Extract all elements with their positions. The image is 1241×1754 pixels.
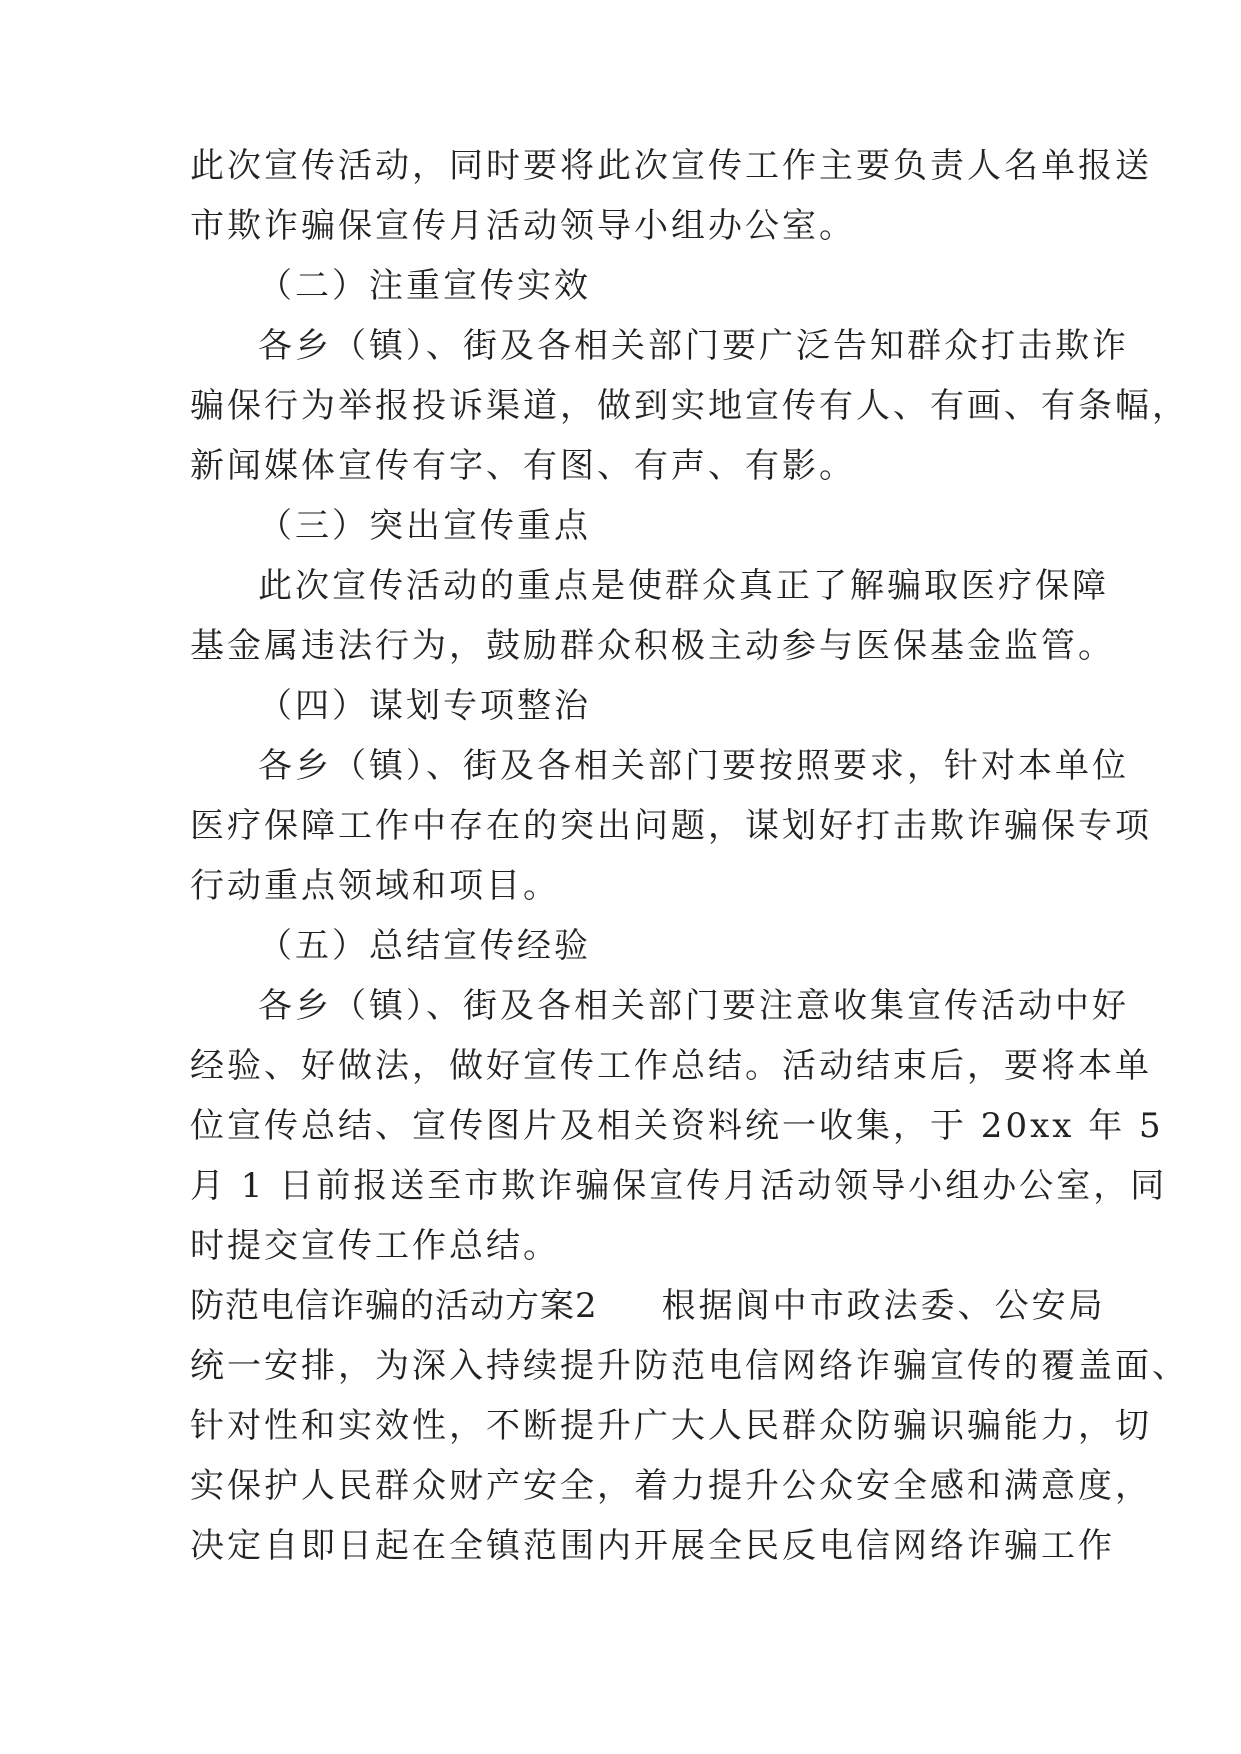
section-heading-5: （五）总结宣传经验 bbox=[258, 926, 591, 966]
paragraph-line: 各乡（镇）、街及各相关部门要注意收集宣传活动中好 bbox=[258, 986, 1129, 1026]
paragraph-line: 新闻媒体宣传有字、有图、有声、有影。 bbox=[190, 446, 856, 486]
paragraph-line: 骗保行为举报投诉渠道，做到实地宣传有人、有画、有条幅， bbox=[190, 386, 1189, 426]
paragraph-line: 行动重点领域和项目。 bbox=[190, 866, 560, 906]
paragraph-line: 位宣传总结、宣传图片及相关资料统一收集，于 20xx 年 5 bbox=[190, 1106, 1164, 1146]
section-intro: 根据阆中市政法委、公安局 bbox=[661, 1286, 1106, 1326]
paragraph-line: 针对性和实效性，不断提升广大人民群众防骗识骗能力，切 bbox=[190, 1406, 1152, 1446]
paragraph-line: 此次宣传活动，同时要将此次宣传工作主要负责人名单报送 bbox=[190, 146, 1152, 186]
section-heading-4: （四）谋划专项整治 bbox=[258, 686, 591, 726]
section-title: 防范电信诈骗的活动方案2 bbox=[190, 1286, 598, 1326]
paragraph-line: 市欺诈骗保宣传月活动领导小组办公室。 bbox=[190, 206, 856, 246]
paragraph-line: 此次宣传活动的重点是使群众真正了解骗取医疗保障 bbox=[258, 566, 1109, 606]
paragraph-line: 实保护人民群众财产安全，着力提升公众安全感和满意度， bbox=[190, 1466, 1152, 1506]
paragraph-line: 基金属违法行为，鼓励群众积极主动参与医保基金监管。 bbox=[190, 626, 1115, 666]
section-title-row bbox=[190, 1276, 1106, 1336]
paragraph-line: 月 1 日前报送至市欺诈骗保宣传月活动领导小组办公室，同 bbox=[190, 1166, 1168, 1206]
paragraph-line: 决定自即日起在全镇范围内开展全民反电信网络诈骗工作 bbox=[190, 1526, 1115, 1566]
paragraph-line: 经验、好做法，做好宣传工作总结。活动结束后，要将本单 bbox=[190, 1046, 1152, 1086]
paragraph-line: 各乡（镇）、街及各相关部门要广泛告知群众打击欺诈 bbox=[258, 326, 1129, 366]
section-heading-2: （二）注重宣传实效 bbox=[258, 266, 591, 306]
paragraph-line: 时提交宣传工作总结。 bbox=[190, 1226, 560, 1266]
section-heading-3: （三）突出宣传重点 bbox=[258, 506, 591, 546]
paragraph-line: 各乡（镇）、街及各相关部门要按照要求，针对本单位 bbox=[258, 746, 1129, 786]
paragraph-line: 统一安排，为深入持续提升防范电信网络诈骗宣传的覆盖面、 bbox=[190, 1346, 1189, 1386]
paragraph-line: 医疗保障工作中存在的突出问题，谋划好打击欺诈骗保专项 bbox=[190, 806, 1152, 846]
